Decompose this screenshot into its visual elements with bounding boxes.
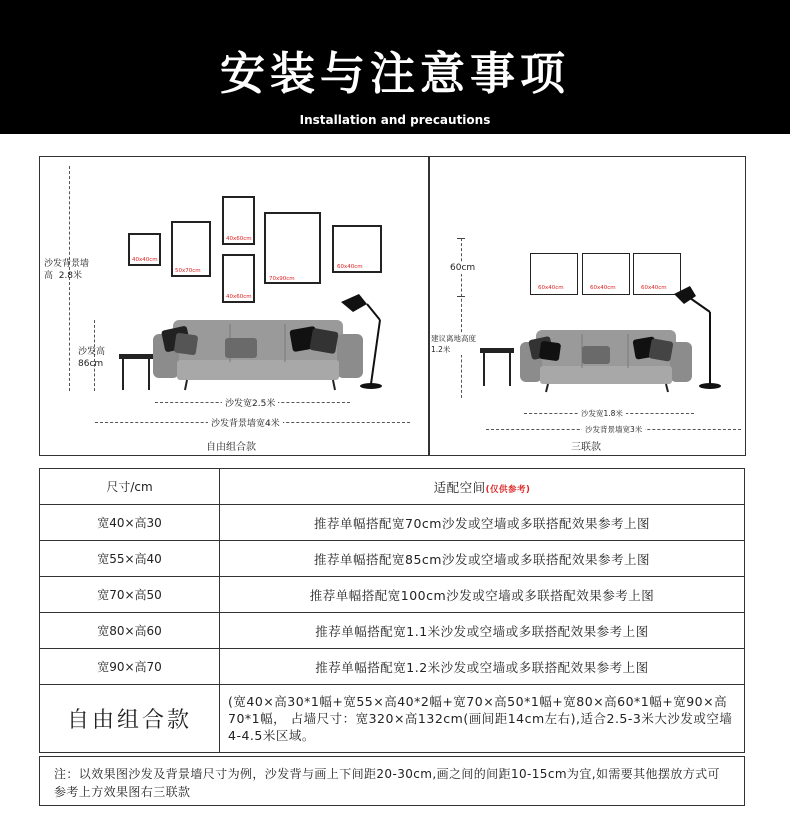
wall-width-label: 沙发背景墙宽4米 — [208, 416, 283, 429]
wall-height-label: 沙发背景墙 高 2.8米 — [44, 259, 90, 281]
side-table-icon — [119, 354, 153, 390]
picture-size-label: 60x40cm — [590, 285, 616, 291]
side-table-icon — [480, 348, 514, 386]
ground-height-label: 建议离地高度 1.2米 — [431, 334, 476, 354]
gap-label: 60cm — [450, 263, 476, 273]
row-size: 宽55×高40 — [40, 541, 220, 577]
picture-frame — [128, 233, 161, 266]
row-size: 宽70×高50 — [40, 577, 220, 613]
page-title: 安装与注意事项 — [219, 47, 570, 100]
left-panel-caption: 自由组合款 — [206, 442, 256, 453]
picture-frame — [171, 221, 211, 277]
picture-size-label: 50x70cm — [175, 268, 201, 274]
header-space-label: 适配空间 — [433, 479, 486, 495]
picture-frame — [264, 212, 321, 284]
sofa-width-label: 沙发宽2.5米 — [222, 396, 278, 409]
row-desc: 推荐单幅搭配宽1.1米沙发或空墙或多联搭配效果参考上图 — [220, 613, 745, 649]
panel-divider — [428, 156, 430, 456]
picture-size-label: 60x40cm — [337, 264, 363, 270]
sofa-height-label: 沙发高 86cm — [78, 347, 106, 369]
sofa-illustration — [115, 290, 390, 400]
size-table — [39, 468, 745, 753]
table-row-free-combo — [40, 685, 745, 753]
picture-size-label: 40x60cm — [226, 294, 252, 300]
picture-frame — [332, 225, 382, 273]
sofa-illustration — [478, 282, 728, 397]
header-banner — [0, 0, 790, 134]
right-panel-caption: 三联款 — [571, 442, 601, 453]
picture-size-label: 40x40cm — [132, 257, 158, 263]
row-desc: 推荐单幅搭配宽85cm沙发或空墙或多联搭配效果参考上图 — [220, 541, 745, 577]
table-row — [40, 649, 745, 685]
picture-size-label: 70x90cm — [269, 276, 295, 282]
page-subtitle: Installation and precautions — [299, 113, 491, 127]
sofa-width-label: 沙发宽1.8米 — [578, 408, 626, 419]
table-row — [40, 541, 745, 577]
table-header-row — [40, 469, 745, 505]
table-row — [40, 577, 745, 613]
sofa-icon — [520, 330, 692, 392]
row-size: 宽80×高60 — [40, 613, 220, 649]
row-size: 宽90×高70 — [40, 649, 220, 685]
picture-size-label: 60x40cm — [641, 285, 667, 291]
note-box: 注：以效果图沙发及背景墙尺寸为例，沙发背与画上下间距20-30cm,画之间的间距10-15cm为宜,如需要其他摆放方式可参考上方效果图右三联款 — [39, 756, 745, 806]
row-desc: 推荐单幅搭配宽70cm沙发或空墙或多联搭配效果参考上图 — [220, 505, 745, 541]
picture-size-label: 40x60cm — [226, 236, 252, 242]
picture-size-label: 60x40cm — [538, 285, 564, 291]
sofa-icon — [153, 320, 363, 390]
row-size: 宽40×高30 — [40, 505, 220, 541]
free-combo-title: 自由组合款 — [40, 685, 220, 753]
picture-frame — [222, 196, 255, 245]
header-note: (仅供参考) — [485, 484, 531, 495]
row-desc: 推荐单幅搭配宽100cm沙发或空墙或多联搭配效果参考上图 — [220, 577, 745, 613]
table-row — [40, 613, 745, 649]
table-row — [40, 505, 745, 541]
wall-width-label: 沙发背景墙宽3米 — [582, 424, 645, 435]
header-size: 尺寸/cm — [40, 469, 220, 505]
header-space — [220, 469, 745, 505]
row-desc: 推荐单幅搭配宽1.2米沙发或空墙或多联搭配效果参考上图 — [220, 649, 745, 685]
free-combo-desc: (宽40×高30*1幅+宽55×高40*2幅+宽70×高50*1幅+宽80×高60*1幅+宽90×高70*1幅， 占墙尺寸：宽320×高132cm(画间距14cm左右),适合2.5-3米大沙发或空墙4-4.5米区域。 — [220, 685, 745, 753]
